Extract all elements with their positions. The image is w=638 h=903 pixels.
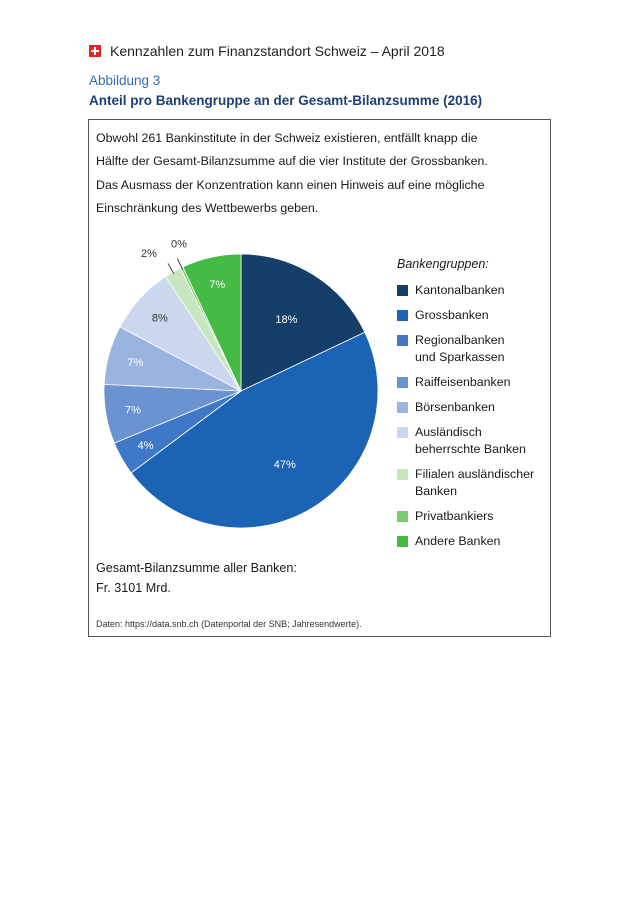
legend-label: Privatbankiers <box>415 509 494 523</box>
legend-label: Filialen ausländischer Banken <box>415 467 535 498</box>
slice-label: 7% <box>209 279 226 292</box>
total-label: Gesamt-Bilanzsumme aller Banken: <box>96 561 297 575</box>
legend-swatch <box>397 536 408 547</box>
legend-swatch <box>397 285 408 296</box>
total-value: Fr. 3101 Mrd. <box>96 581 171 595</box>
legend-label: Börsenbanken <box>415 400 495 414</box>
legend-label: Regionalbanken und Sparkassen <box>415 333 505 364</box>
slice-label: 4% <box>137 440 154 453</box>
slice-label: 18% <box>275 314 298 327</box>
legend-swatch <box>397 427 408 438</box>
figure-title: Anteil pro Bankengruppe an der Gesamt-Bilanzsumme (2016) <box>89 93 483 108</box>
legend-item <box>397 508 547 525</box>
legend-item <box>397 533 547 550</box>
slice-label: 0% <box>171 238 187 251</box>
legend-item <box>397 282 547 299</box>
legend-item <box>397 332 547 366</box>
header-title: Kennzahlen zum Finanzstandort Schweiz – April 2018 <box>110 43 445 59</box>
intro-text <box>96 127 536 220</box>
source-note: Daten: https://data.snb.ch (Datenportal der SNB; Jahresendwerte). <box>96 619 362 629</box>
intro-line: Einschränkung des Wettbewerbs geben. <box>96 200 319 215</box>
legend-item <box>397 399 547 416</box>
slice-leader-line <box>177 259 182 270</box>
swiss-flag-icon <box>89 45 101 57</box>
figure-number: Abbildung 3 <box>89 73 161 88</box>
legend-item <box>397 374 547 391</box>
legend-label: Raiffeisenbanken <box>415 375 511 389</box>
legend-item <box>397 424 547 458</box>
slice-label: 7% <box>125 404 141 417</box>
legend-swatch <box>397 511 408 522</box>
chart-legend <box>397 256 547 558</box>
intro-line: Hälfte der Gesamt-Bilanzsumme auf die vier Institute der Grossbanken. <box>96 154 488 169</box>
slice-leader-line <box>168 263 174 273</box>
intro-line: Obwohl 261 Bankinstitute in der Schweiz existieren, entfällt knapp die <box>96 131 478 145</box>
legend-swatch <box>397 310 408 321</box>
legend-label: Andere Banken <box>415 534 501 548</box>
slice-label: 2% <box>141 247 157 260</box>
slice-label: 8% <box>151 312 168 325</box>
legend-swatch <box>397 335 408 346</box>
legend-label: Grossbanken <box>415 308 489 322</box>
slice-label: 47% <box>273 458 296 471</box>
legend-swatch <box>397 402 408 413</box>
legend-item <box>397 466 547 500</box>
page-header <box>89 42 445 60</box>
legend-item <box>397 307 547 324</box>
legend-label: Ausländisch beherrschte Banken <box>415 425 526 456</box>
legend-label: Kantonalbanken <box>415 283 505 297</box>
slice-label: 7% <box>127 357 144 369</box>
intro-line: Das Ausmass der Konzentration kann einen Hinweis auf eine mögliche <box>96 177 485 192</box>
legend-swatch <box>397 469 408 480</box>
legend-swatch <box>397 377 408 388</box>
legend-title: Bankengruppen: <box>397 257 489 271</box>
pie-chart <box>96 238 396 538</box>
